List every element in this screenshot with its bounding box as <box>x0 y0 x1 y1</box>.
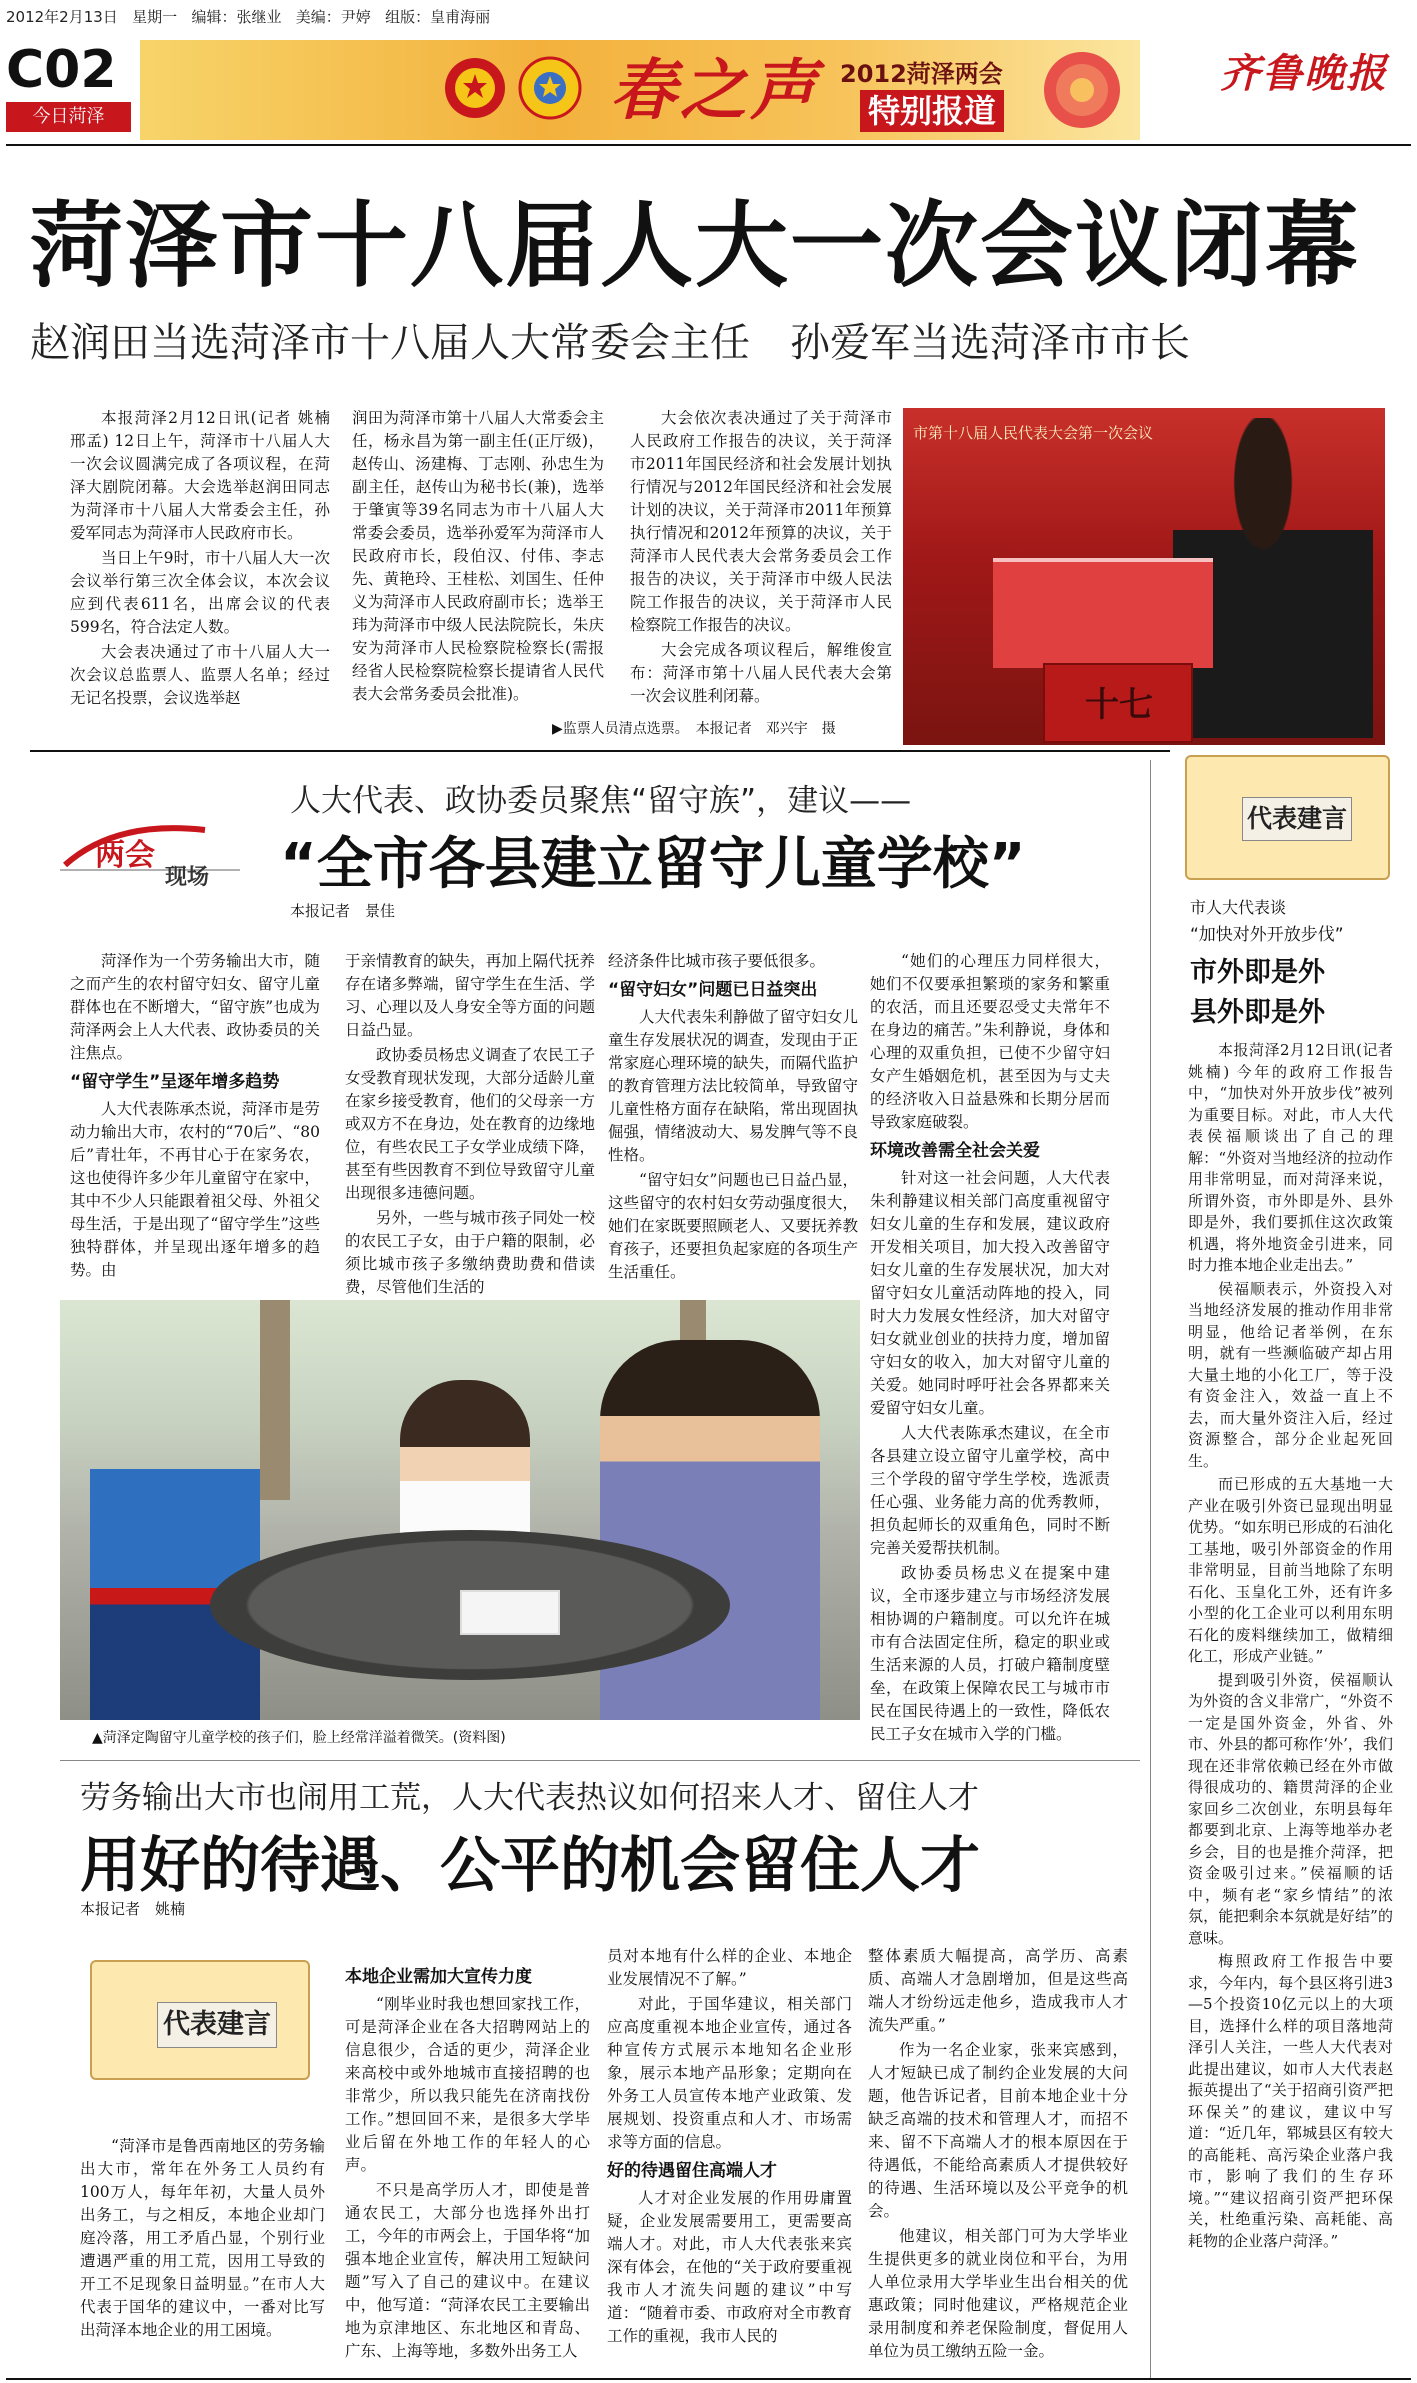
page-number-block <box>6 40 131 135</box>
story2-sub1: “留守学生”呈逐年增多趋势 <box>70 1072 280 1092</box>
story3-sub2: 好的待遇留住高端人才 <box>607 2161 777 2181</box>
sidebar-headline2: 县外即是外 <box>1190 997 1325 1028</box>
story2-p3: 于亲情教育的缺失，再加上隔代抚养存在诸多弊端，留守学生在生活、学习、心理以及人身安全等方面的问题日益凸显。 <box>345 952 595 1039</box>
header-weekday: 星期一 <box>132 8 178 26</box>
banner <box>140 40 1140 140</box>
story1-p1: 本报菏泽2月12日讯(记者 姚楠 邢孟) 12日上午，菏泽市十八届人大一次会议圆满完成了各项议程，在菏泽大剧院闭幕。大会选举赵润田同志为菏泽市十八届人大常委会主任，孙爱军同志为菏泽市人民政府市长。 <box>70 409 330 542</box>
photo-ballots <box>993 558 1213 668</box>
story3-p1: “菏泽市是鲁西南地区的劳务输出大市，常年在外务工人员约有100万人，每年年初，大量人员外出务工，与之相反，本地企业却门庭冷落，用工矛盾凸显，个别行业遭遇严重的用工荒，因用工导致的开工不足现象日益明显。”在市人大代表于国华的建议中，一番对比写出菏泽本地企业的用工困境。 <box>80 2137 325 2339</box>
story1-photo-caption: ▶监票人员清点选票。 本报记者 邓兴宇 摄 <box>552 721 836 737</box>
story2-kicker: 人大代表、政协委员聚焦“留守族”，建议—— <box>290 783 912 819</box>
story1-headline: 菏泽市十八届人大一次会议闭幕 <box>30 192 1360 300</box>
header-art-editor: 美编：尹婷 <box>295 8 371 26</box>
story3-p4: 员对本地有什么样的企业、本地企业发展情况不了解。” <box>607 1947 852 1988</box>
bottom-rule <box>6 2378 1411 2380</box>
ballot-box-text: 十七 <box>1085 685 1153 725</box>
sidebar-headline1: 市外即是外 <box>1190 957 1325 988</box>
photo-tree-left <box>260 1300 290 1500</box>
story1-subheadline: 赵润田当选菏泽市十八届人大常委会主任 孙爱军当选菏泽市市长 <box>30 320 1190 366</box>
sidebar-quote: “加快对外开放步伐” <box>1190 925 1344 945</box>
story3-label: 代表建言 <box>157 2002 277 2048</box>
story2-byline: 本报记者 景佳 <box>290 902 396 920</box>
story2-col1 <box>70 950 320 1295</box>
story2-p8: “留守妇女”问题也已日益凸显，这些留守的农村妇女劳动强度很大，她们在家既要照顾老人、又要抚养教育孩子，还要担负起家庭的各项生产生活重任。 <box>608 1171 858 1281</box>
story2-p6: 经济条件比城市孩子要低很多。 <box>608 952 826 970</box>
photo-chessbox <box>460 1590 560 1635</box>
story1-p4: 润田为菏泽市第十八届人大常委会主任，杨永昌为第一副主任(正厅级)，赵传山、汤建梅、丁志刚、孙忠生为副主任，赵传山为秘书长(兼)，选举于肇寅等39名同志为市十八届人大常委会委员，选举孙爱军为菏泽市人民政府市长，段伯汉、付伟、李志先、黄艳玲、王桂松、刘国生、任仲义为菏泽市人民政府副市长；选举王玮为菏泽市中级人民法院院长，朱庆安为菏泽市人民检察院检察长(需报经省人民检察院检察长提请省人民代表大会常务委员会批准)。 <box>352 409 604 703</box>
story2-sub2: “留守妇女”问题已日益突出 <box>608 980 818 1000</box>
story3-col4 <box>868 1945 1128 2375</box>
story3-kicker: 劳务输出大市也闹用工荒，人大代表热议如何招来人才、留住人才 <box>80 1780 979 1816</box>
story3-p6: 人才对企业发展的作用毋庸置疑，企业发展需要用工，更需要高端人才。对此，市人大代表张来宾深有体会，在他的“关于政府要重视我市人才流失问题的建议”中写道：“随着市委、市政府对全市教育工作的重视，我市人民的 <box>607 2189 852 2345</box>
story2-p4: 政协委员杨忠义调查了农民工子女受教育现状发现，大部分适龄儿童在家乡接受教育，他们的父母亲一方或双方不在身边，处在教育的边缘地位，有些农民工子女学业成绩下降，甚至有些因教育不到位导致留守儿童出现很多违德问题。 <box>345 1046 595 1202</box>
sidebar-p5: 梅照政府工作报告中要求，今年内，每个县区将引进3—5个投资10亿元以上的大项目，选择什么样的项目落地菏泽引人关注，一些人大代表对此提出建议，如市人大代表赵振英提出了“关于招商引资严把环保关”的建议，建议中写道：“近几年，郓城县区有较大的高能耗、高污染企业落户我市，影响了我们的生存环境。”“建议招商引资严把环保关，杜绝重污染、高耗能、高耗物的企业落户菏泽。” <box>1188 1952 1393 2250</box>
story2-p11: 人大代表陈承杰建议，在全市各县建立设立留守儿童学校，高中三个学段的留守学生学校，选派责任心强、业务能力高的优秀教师，担负起师长的双重角色，同时不断完善关爱帮扶机制。 <box>870 1424 1110 1557</box>
header-layout-editor: 组版：皇甫海丽 <box>385 8 491 26</box>
sidebar-body <box>1188 1040 1393 2375</box>
sidebar-label: 代表建言 <box>1242 797 1352 841</box>
story2-p12: 政协委员杨忠义在提案中建议，全市逐步建立与市场经济发展相协调的户籍制度。可以允许在城市有合法固定住所，稳定的职业或生活来源的人员，打破户籍制度壁垒，在政策上保障农民工与城市市民在国民待遇上的一致性，降低农民工子女在城市入学的门槛。 <box>870 1564 1110 1743</box>
story2-col2 <box>345 950 595 1295</box>
story2-p2: 人大代表陈承杰说，菏泽市是劳动力输出大市，农村的“70后”、“80后”青壮年，不再甘心于在家务农，这也使得许多少年儿童留守在家中，其中不少人只能跟着祖父母、外祖父母生活，于是出现了“留守学生”这些独特群体，并呈现出逐年增多的趋势。由 <box>70 1100 320 1279</box>
banner-title: 春之声 <box>610 51 820 129</box>
cppcc-emblem-icon <box>515 52 585 128</box>
story3-col2 <box>345 1960 590 2375</box>
header-meta <box>6 6 1006 32</box>
story1-p5: 大会依次表决通过了关于菏泽市人民政府工作报告的决议，关于菏泽市2011年国民经济和社会发展计划执行情况与2012年国民经济和社会发展计划的决议，关于菏泽市2011年预算执行情况和2012年预算的决议，关于菏泽市人民代表大会常务委员会工作报告的决议，关于菏泽市中级人民法院工作报告的决议，关于菏泽市人民检察院工作报告的决议。 <box>630 409 892 634</box>
logo-text2: 现场 <box>165 865 210 890</box>
peony-flower-icon <box>1030 44 1134 136</box>
story1-p6: 大会完成各项议程后，解维俊宣布：菏泽市第十八届人民代表大会第一次会议胜利闭幕。 <box>630 641 892 705</box>
sidebar-p3: 而已形成的五大基地一大产业在吸引外资已显现出明显优势。“如东明已形成的石油化工基地，吸引外部资金的作用非常明显，目前当地除了东明石化、玉皇化工外，还有许多小型的化工企业可以利用东明石化的废料继续加工，做精细化工，形成产业链。” <box>1188 1475 1393 1665</box>
banner-sub1: 2012菏泽两会 <box>840 60 1003 88</box>
story3-p7: 整体素质大幅提高，高学历、高素质、高端人才急剧增加，但是这些高端人才纷纷远走他乡，造成我市人才流失严重。” <box>868 1947 1128 2034</box>
banner-sub2: 特别报道 <box>860 90 1004 132</box>
story1-col1 <box>70 407 330 725</box>
story1-p3: 大会表决通过了市十八届人大一次会议总监票人、监票人名单；经过无记名投票，会议选举赵 <box>70 643 330 707</box>
lianghui-logo <box>55 810 245 900</box>
story3-label-box <box>90 1960 310 2080</box>
story1-col2 <box>352 407 604 725</box>
story3-p3: 不只是高学历人才，即使是普通农民工，大部分也选择外出打工，今年的市两会上，于国华将“加强本地企业宣传，解决用工短缺问题”写入了自己的建议中。在建议中，他写道：“菏泽农民工主要输出地为京津地区、东北地区和青岛、广东、上海等地，多数外出务工人 <box>345 2181 590 2360</box>
story2-sub3: 环境改善需全社会关爱 <box>870 1141 1040 1161</box>
sidebar-p2: 侯福顺表示，外资投入对当地经济发展的推动作用非常明显，他给记者举例，在东明，就有一些濒临破产却占用大量土地的小化工厂，等于没有资金注入，效益一直上不去，而大量外资注入后，经过资源整合，部分企业起死回生。 <box>1188 1279 1393 1470</box>
story3-p2: “刚毕业时我也想回家找工作，可是菏泽企业在各大招聘网站上的信息很少，合适的更少，菏泽企业来高校中或外地城市直接招聘的也非常少，所以我只能先在济南找份工作。”想回回不来，是很多大学毕业后留在外地工作的年轻人的心声。 <box>345 1995 590 2174</box>
story1-photo <box>903 408 1385 745</box>
story2-p9: “她们的心理压力同样很大，她们不仅要承担繁琐的家务和繁重的农活，而且还要忍受丈夫常年不在身边的痛苦。”朱利静说，身体和心理的双重负担，已使不少留守妇女产生婚姻危机，甚至因为与丈夫的经济收入日益悬殊和长期分居而导致家庭破裂。 <box>870 952 1110 1131</box>
story3-sub1: 本地企业需加大宣传力度 <box>345 1967 532 1987</box>
paper-logo: 齐鲁晚报 <box>1220 50 1388 97</box>
story3-p9: 他建议，相关部门可为大学毕业生提供更多的就业岗位和平台，为用人单位录用大学毕业生出台相关的优惠政策；同时他建议，严格规范企业录用制度和养老保险制度，督促用人单位为员工缴纳五险一金。 <box>868 2227 1128 2360</box>
photo-banner-text: 市第十八届人民代表大会第一次会议 <box>913 424 1154 442</box>
story2-col4 <box>870 950 1110 1755</box>
section-name: 今日菏泽 <box>6 102 131 132</box>
sidebar-p4: 提到吸引外资，侯福顺认为外资的含义非常广，“外资不一定是国外资金，外省、外市、外县的都可称作‘外’，我们现在还非常依赖已经在外市做得很成功的、籍贯菏泽的企业家回乡二次创业，东明县每年都要到北京、上海等地举办老乡会，目的也是推介菏泽，把资金吸引过来。”侯福顺的话中，频有老“家乡情结”的浓氛，能把剩余本氛就是好结”的意味。 <box>1188 1670 1393 1947</box>
story3-headline: 用好的待遇、公平的机会留住人才 <box>80 1831 980 1901</box>
story3-p5: 对此，于国华建议，相关部门应高度重视本地企业宣传，通过各种宣传方式展示本地知名企业形象，展示本地产品形象；定期向在外务工人员宣传本地产业政策、发展规划、投资重点和人才、市场需求等方面的信息。 <box>607 1995 852 2151</box>
story3-col3 <box>607 1945 852 2375</box>
story2-photo <box>60 1300 860 1720</box>
header-divider <box>6 144 1411 146</box>
sidebar-p1: 本报菏泽2月12日讯(记者 姚楠) 今年的政府工作报告中，“加快对外开放步伐”被列为重要目标。对此，市人大代表侯福顺谈出了自己的理解：“外资对当地经济的拉动作用非常明显，而对菏泽来说，所谓外资，市外即是外、县外即是外，我们要抓住这次政策机遇，将外地资金引进来，同时力推本地企业走出去。” <box>1188 1041 1393 1274</box>
story1-col3 <box>630 407 892 725</box>
story1-p2: 当日上午9时，市十八届人大一次会议举行第三次全体会议，本次会议应到代表611名，出席会议的代表599名，符合法定人数。 <box>70 549 330 636</box>
header-editor: 编辑：张继业 <box>191 8 282 26</box>
story2-p1: 菏泽作为一个劳务输出大市，随之而产生的农村留守妇女、留守儿童群体也在不断增大，“留守族”也成为菏泽两会上人大代表、政协委员的关注焦点。 <box>70 952 320 1062</box>
story2-p5: 另外，一些与城市孩子同处一校的农民工子女，由于户籍的限制，必须比城市孩子多缴纳费助费和借读费，尽管他们生活的 <box>345 1209 595 1295</box>
photo-child-left <box>90 1390 260 1720</box>
story3-divider <box>60 1760 1140 1761</box>
sidebar-left-rule <box>1150 760 1151 2380</box>
story1-divider <box>30 750 1170 752</box>
sidebar-intro: 市人大代表谈 <box>1190 898 1287 917</box>
page-number: C02 <box>6 40 117 100</box>
story3-p8: 作为一名企业家，张来宾感到，人才短缺已成了制约企业发展的大问题，他告诉记者，目前本地企业十分缺乏高端的技术和管理人才，而招不来、留不下高端人才的根本原因在于待遇低，不能给高素质人才提供较好的待遇、生活环境以及公平竞争的机会。 <box>868 2041 1128 2220</box>
sidebar-label-box <box>1185 755 1390 880</box>
photo-ballot-box <box>1043 663 1193 743</box>
story2-p7: 人大代表朱利静做了留守妇女儿童生存发展状况的调查，发现由于正常家庭心理环境的缺失，而隔代监护的教育管理方法比较简单，导致留守儿童性格方面存在缺陷，常出现固执倔强，情绪波动大、易发脾气等不良性格。 <box>608 1008 858 1164</box>
story2-photo-caption: ▲菏泽定陶留守儿童学校的孩子们，脸上经常洋溢着微笑。(资料图) <box>92 1730 506 1746</box>
national-emblem-icon <box>440 52 510 128</box>
story2-headline: “全市各县建立留守儿童学校” <box>280 832 1026 897</box>
logo-text1: 两会 <box>95 838 155 873</box>
story3-col1 <box>80 2135 325 2375</box>
header-date: 2012年2月13日 <box>6 8 118 26</box>
story3-byline: 本报记者 姚楠 <box>80 1900 186 1918</box>
story2-col3 <box>608 950 858 1295</box>
story2-p10: 针对这一社会问题，人大代表朱利静建议相关部门高度重视留守妇女儿童的生存和发展，建议政府开发相关项目，加大投入改善留守妇女儿童的生存发展状况，加大对留守妇女儿童活动阵地的投入，同时大力发展女性经济，加大对留守妇女就业创业的扶持力度，增加留守妇女的收入，加大对留守儿童的关爱。她同时呼吁社会各界都来关爱留守妇女儿童。 <box>870 1169 1110 1417</box>
